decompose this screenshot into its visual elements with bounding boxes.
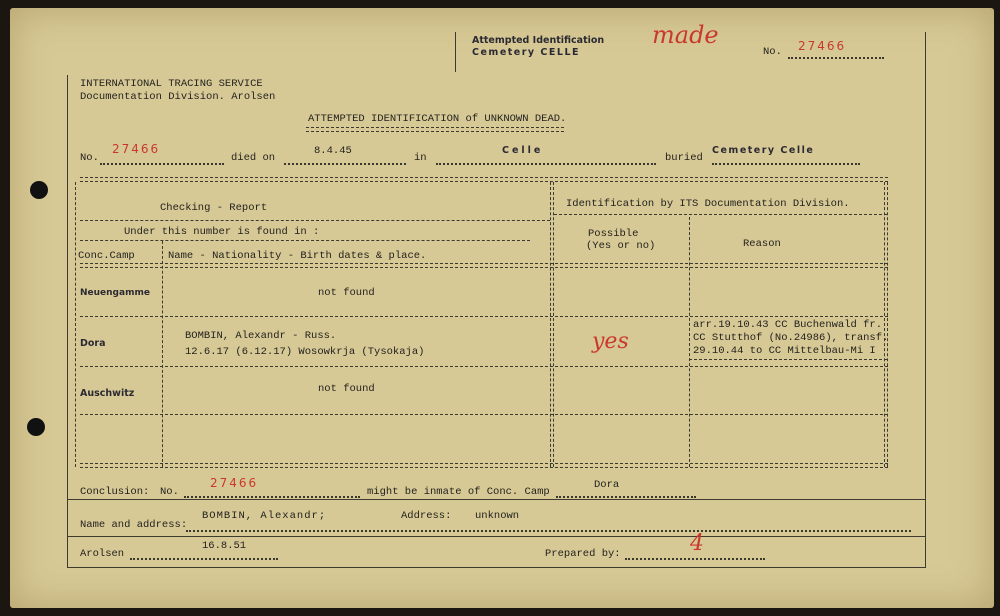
row-2-name-line-2: 12.6.17 (6.12.17) Wosowkrja (Tysokaja) [185,346,425,358]
died-on-value: 8.4.45 [314,145,352,157]
table-bottom-rule [80,463,888,468]
conclusion-might-be: might be inmate of Conc. Camp [367,486,550,498]
row-2-possible: yes [592,329,629,354]
prepared-by-dots [625,558,765,560]
identification-header: Identification by ITS Documentation Division. [566,198,850,210]
conclusion-no-dots [184,496,360,498]
camp-name-line [162,241,163,467]
reason-header: Reason [743,238,781,250]
row-3-name: not found [318,383,375,395]
title-underline [306,127,564,132]
in-dots [436,163,656,165]
died-on-label: died on [231,152,276,164]
record-no-label: No. [80,152,99,164]
prepared-by-label: Prepared by: [545,548,621,560]
row-2-reason-1: arr.19.10.43 CC Buchenwald fr. [693,319,883,331]
header-no-label: No. [763,46,782,58]
header-box-left [455,32,456,72]
handwritten-made: made [652,21,719,49]
row-2-reason-3: 29.10.44 to CC Mittelbau-Mi I [693,345,876,357]
table-top-rule [80,177,888,182]
conclusion-no-label: No. [160,486,179,498]
header-bottom-rule [80,263,888,268]
record-no-value: 27466 [112,142,161,156]
footer-place: Arolsen [80,548,125,560]
prepared-by-signature: 4 [690,531,704,556]
header-no-dots [788,57,884,59]
in-label: in [414,152,427,164]
row-2-camp: Dora [80,338,106,349]
punch-hole-top [30,181,48,199]
under-number-rule [80,240,530,241]
checking-header-rule [80,220,550,221]
row-1-rule [80,316,888,317]
address-value: unknown [475,510,520,522]
name-address-label: Name and address: [80,519,188,531]
row-2-reason-rule [689,359,887,360]
possible-reason-line [689,217,690,467]
footer-place-dots [130,558,278,560]
in-value: Celle [502,145,544,156]
row-3-camp: Auschwitz [80,388,135,399]
possible-header-1: Possible [588,228,639,240]
name-address-rule [67,536,925,537]
buried-dots [712,163,860,165]
table-right-line-2 [887,182,888,467]
header-no-value: 27466 [798,39,847,53]
org-line-2: Documentation Division. Arolsen [80,91,276,103]
possible-header-2: (Yes or no) [586,240,656,252]
stamp-line-2: Cemetery CELLE [472,47,580,58]
right-border [925,32,926,568]
buried-label: buried [665,152,703,164]
table-right-line [884,182,885,467]
conclusion-no-value: 27466 [210,476,259,490]
org-line-1: INTERNATIONAL TRACING SERVICE [80,78,263,90]
row-2-reason-2: CC Stutthof (No.24986), transf. [693,332,889,344]
checking-report-header: Checking - Report [160,202,268,214]
row-3-rule [80,414,888,415]
name-address-name: BOMBIN, Alexandr; [202,510,327,522]
address-label: Address: [401,510,452,522]
table-mid-line-2 [553,182,554,467]
record-no-dots [100,163,224,165]
col-camp-header: Conc.Camp [78,250,135,262]
name-address-dots [186,530,911,532]
stamp-line-1: Attempted Identification [472,35,605,46]
row-1-camp: Neuengamme [80,288,150,298]
conclusion-rule [67,499,925,500]
table-mid-line [550,182,551,467]
left-border [67,75,68,568]
ident-header-rule [554,214,887,215]
died-on-dots [284,163,406,165]
under-number-header: Under this number is found in : [124,226,320,238]
conclusion-label: Conclusion: [80,486,150,498]
bottom-border [67,567,925,568]
footer-date: 16.8.51 [202,540,247,552]
row-2-name-line-1: BOMBIN, Alexandr - Russ. [185,330,337,342]
punch-hole-bottom [27,418,45,436]
buried-value: Cemetery Celle [712,145,815,156]
table-left-line [75,182,76,467]
conclusion-camp-value: Dora [594,479,620,491]
page-title: ATTEMPTED IDENTIFICATION of UNKNOWN DEAD. [308,113,567,125]
row-1-name: not found [318,287,375,299]
col-name-header: Name - Nationality - Birth dates & place. [168,250,427,262]
row-2-rule [80,366,888,367]
conclusion-camp-dots [556,496,696,498]
